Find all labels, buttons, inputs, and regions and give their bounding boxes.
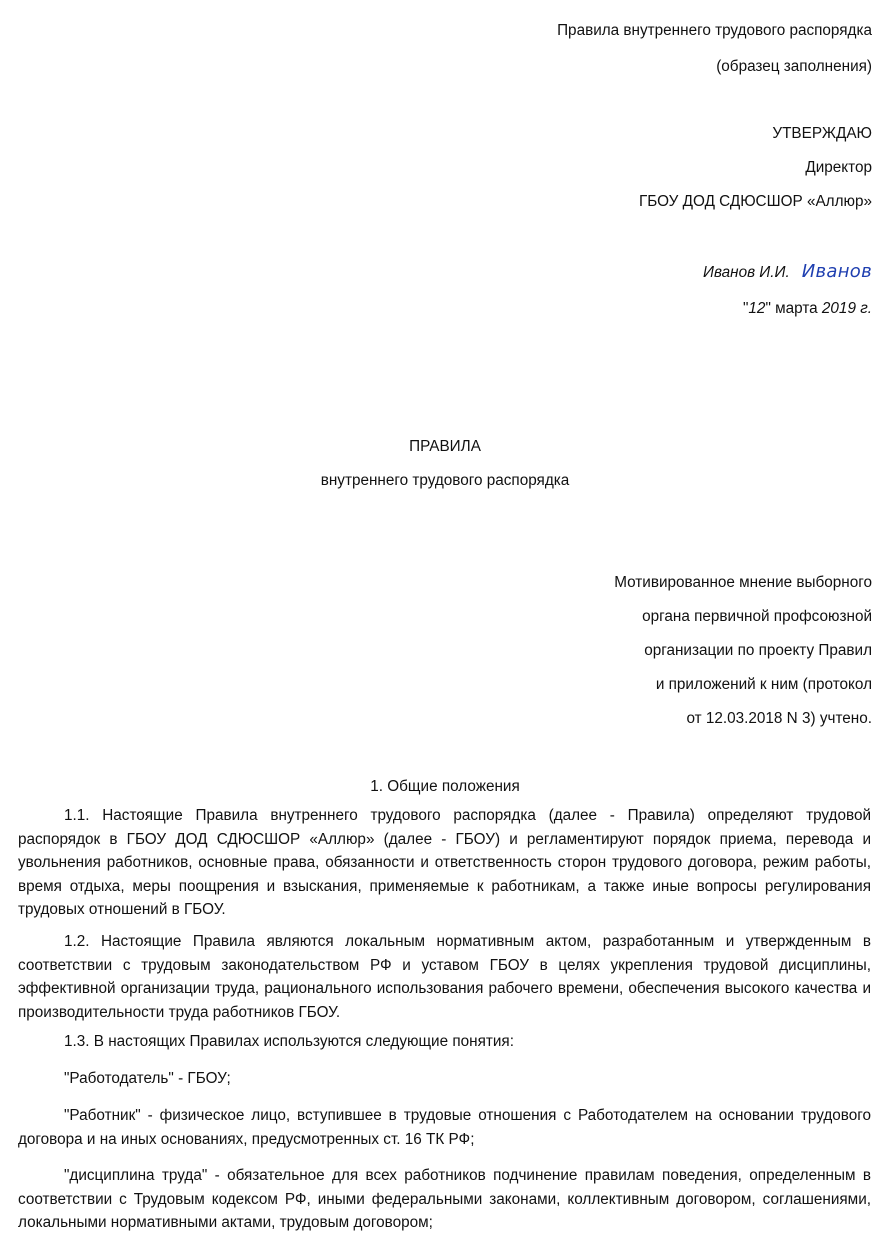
document-name: Правила внутреннего трудового распорядка <box>557 22 872 39</box>
document-subtitle: внутреннего трудового распорядка <box>320 472 570 489</box>
union-opinion-line: Мотивированное мнение выборного <box>614 574 872 591</box>
paragraph-1-3 <box>18 1030 871 1054</box>
definition-labor-discipline <box>18 1164 871 1232</box>
paragraph-1-2 <box>18 930 871 1024</box>
paragraph-text: "Работник" - физическое лицо, вступившее в трудовые отношения с Работодателем на основании трудового договора и на иных основаниях, предусмотренных ст. 16 ТК РФ; <box>18 1107 871 1148</box>
paragraph-text: 1.2. Настоящие Правила являются локальным нормативным актом, разработанным и утвержденным в соответствии с трудовым законодательством РФ и уставом ГБОУ в целях укрепления трудовой дисциплины, эффективной организации труда, рационального использования рабочего времени, обеспечения высокого качества и производительности труда работников ГБОУ. <box>18 933 871 1021</box>
paragraph-text: 1.3. В настоящих Правилах используются следующие понятия: <box>64 1033 514 1050</box>
date-quote-close: " <box>765 300 771 317</box>
document-title: ПРАВИЛА <box>409 438 481 455</box>
date-day: 12 <box>748 300 766 317</box>
paragraph-text: 1.1. Настоящие Правила внутреннего трудового распорядка (далее - Правила) определяют трудовой распорядок в ГБОУ ДОД СДЮСШОР «Аллюр» (далее - ГБОУ) и регламентируют порядок приема, перевода и увольнения работников, основные права, обязанности и ответственность сторон трудового договора, режим работы, время отдыха, меры поощрения и взыскания, применяемые к работникам, а также иные вопросы регулирования трудовых отношений в ГБОУ. <box>18 807 871 919</box>
date-quote-open: " <box>742 300 749 317</box>
union-opinion-line: организации по проекту Правил <box>644 642 872 659</box>
union-opinion-line: от 12.03.2018 N 3) учтено. <box>686 710 872 727</box>
definition-employer <box>18 1067 871 1091</box>
approver-organization: ГБОУ ДОД СДЮСШОР «Аллюр» <box>638 193 872 210</box>
approve-label: УТВЕРЖДАЮ <box>772 125 872 142</box>
union-opinion-line: и приложений к ним (протокол <box>655 676 872 693</box>
handwritten-signature: Иванов <box>801 261 872 282</box>
approval-date <box>743 299 872 319</box>
date-year: 2019 г. <box>821 300 872 317</box>
definition-employee <box>18 1104 871 1151</box>
sample-note: (образец заполнения) <box>716 58 872 75</box>
paragraph-text: "Работодатель" - ГБОУ; <box>64 1070 231 1087</box>
union-opinion-line: органа первичной профсоюзной <box>642 608 872 625</box>
paragraph-1-1 <box>18 804 871 922</box>
section-heading: 1. Общие положения <box>370 778 520 795</box>
signer-name: Иванов И.И. <box>703 264 790 281</box>
date-month: марта <box>775 300 818 317</box>
paragraph-text: "дисциплина труда" - обязательное для всех работников подчинение правилам поведения, определенным в соответствии с Трудовым кодексом РФ, иными федеральными законами, коллективным договором, соглашениями, локальными нормативными актами, трудовым договором; <box>18 1167 871 1232</box>
signature-line <box>703 262 872 283</box>
approver-position: Директор <box>805 159 872 176</box>
